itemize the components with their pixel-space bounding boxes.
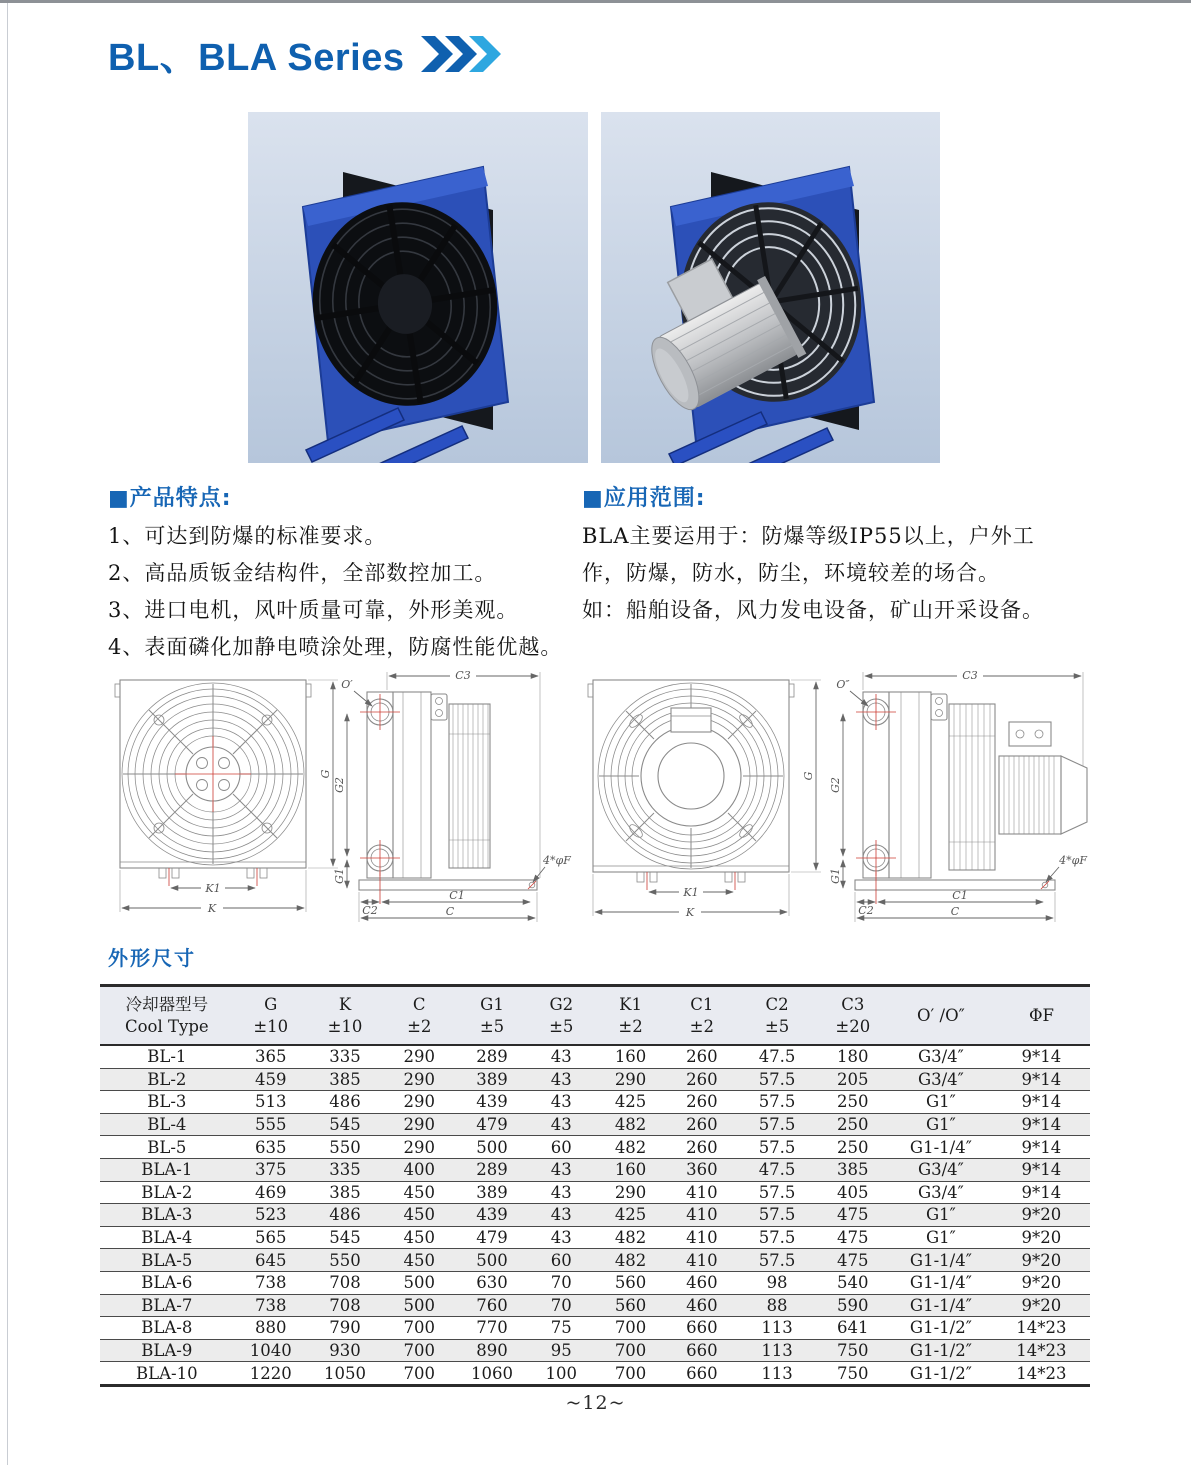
value-cell: 450 (382, 1181, 456, 1204)
table-row (100, 1113, 1090, 1136)
table-body (100, 1045, 1090, 1385)
value-cell: 500 (456, 1136, 527, 1159)
value-cell: 555 (234, 1113, 308, 1136)
value-cell: 890 (456, 1339, 527, 1362)
value-cell: 47.5 (737, 1158, 816, 1181)
value-cell: G3/4″ (889, 1045, 993, 1068)
table-row (100, 1294, 1090, 1317)
table-row (100, 1249, 1090, 1272)
model-cell: BL-5 (100, 1136, 234, 1159)
column-header: G2 ±5 (528, 986, 595, 1046)
application-list-line: 如：船舶设备，风力发电设备，矿山开采设备。 (582, 598, 1044, 622)
value-cell: 450 (382, 1249, 456, 1272)
model-cell: BLA-2 (100, 1181, 234, 1204)
value-cell: 479 (456, 1226, 527, 1249)
value-cell: G1″ (889, 1091, 993, 1114)
value-cell: 708 (308, 1294, 382, 1317)
value-cell: 540 (817, 1271, 889, 1294)
value-cell: 459 (234, 1068, 308, 1091)
svg-text:K: K (207, 902, 217, 915)
dimensions-table (100, 984, 1090, 1387)
value-cell: 708 (308, 1271, 382, 1294)
value-cell: 290 (595, 1181, 666, 1204)
value-cell: 57.5 (737, 1068, 816, 1091)
value-cell: 98 (737, 1271, 816, 1294)
bla-dimension-drawing (575, 664, 1090, 936)
value-cell: 57.5 (737, 1249, 816, 1272)
value-cell: 630 (456, 1271, 527, 1294)
value-cell: 641 (817, 1317, 889, 1340)
title-row (108, 26, 503, 81)
value-cell: 43 (528, 1158, 595, 1181)
motor-face (641, 726, 741, 826)
value-cell: 486 (308, 1091, 382, 1114)
value-cell: 43 (528, 1045, 595, 1068)
value-cell: 560 (595, 1271, 666, 1294)
value-cell: 738 (234, 1294, 308, 1317)
column-header: K1 ±2 (595, 986, 666, 1046)
value-cell: 14*23 (993, 1339, 1090, 1362)
value-cell: 113 (737, 1362, 816, 1386)
value-cell: 9*20 (993, 1226, 1090, 1249)
application-list-line: 作，防爆，防水，防尘，环境较差的场合。 (582, 561, 1000, 585)
value-cell: 289 (456, 1158, 527, 1181)
value-cell: 9*20 (993, 1204, 1090, 1227)
value-cell: G1-1/2″ (889, 1317, 993, 1340)
value-cell: 1220 (234, 1362, 308, 1386)
value-cell: 9*14 (993, 1158, 1090, 1181)
value-cell: 460 (666, 1294, 737, 1317)
value-cell: 95 (528, 1339, 595, 1362)
value-cell: 700 (382, 1362, 456, 1386)
value-cell: 100 (528, 1362, 595, 1386)
application-list-line: BLA主要运用于：防爆等级IP55以上，户外工 (582, 524, 1035, 548)
column-header: C1 ±2 (666, 986, 737, 1046)
value-cell: G1-1/2″ (889, 1362, 993, 1386)
value-cell: 660 (666, 1317, 737, 1340)
table-row (100, 1226, 1090, 1249)
table-row (100, 1271, 1090, 1294)
value-cell: 385 (308, 1181, 382, 1204)
svg-text:C2: C2 (858, 904, 874, 917)
value-cell: 450 (382, 1204, 456, 1227)
model-cell: BLA-9 (100, 1339, 234, 1362)
value-cell: 385 (308, 1068, 382, 1091)
value-cell: 290 (595, 1068, 666, 1091)
svg-text:K1: K1 (205, 882, 221, 895)
value-cell: 660 (666, 1339, 737, 1362)
value-cell: 500 (382, 1294, 456, 1317)
value-cell: 1040 (234, 1339, 308, 1362)
value-cell: 760 (456, 1294, 527, 1317)
value-cell: 205 (817, 1068, 889, 1091)
value-cell: 439 (456, 1091, 527, 1114)
value-cell: 57.5 (737, 1204, 816, 1227)
svg-text:O′: O′ (341, 678, 353, 691)
model-cell: BLA-7 (100, 1294, 234, 1317)
value-cell: 360 (666, 1158, 737, 1181)
value-cell: 9*20 (993, 1249, 1090, 1272)
model-cell: BLA-6 (100, 1271, 234, 1294)
value-cell: 260 (666, 1045, 737, 1068)
value-cell: 290 (382, 1136, 456, 1159)
value-cell: 9*14 (993, 1045, 1090, 1068)
value-cell: 9*14 (993, 1181, 1090, 1204)
features-heading: ■产品特点: (108, 486, 232, 511)
value-cell: 113 (737, 1317, 816, 1340)
table-row (100, 1339, 1090, 1362)
value-cell: 405 (817, 1181, 889, 1204)
svg-text:G2: G2 (333, 777, 346, 793)
svg-text:K: K (685, 906, 695, 919)
value-cell: 290 (382, 1045, 456, 1068)
column-header: O′ /O″ (889, 986, 993, 1046)
table-row (100, 1068, 1090, 1091)
column-header: G1 ±5 (456, 986, 527, 1046)
value-cell: 260 (666, 1068, 737, 1091)
table-row (100, 1045, 1090, 1068)
model-cell: BLA-5 (100, 1249, 234, 1272)
value-cell: 482 (595, 1136, 666, 1159)
svg-text:C3: C3 (455, 669, 471, 682)
page-title: BL、BLA Series (108, 37, 405, 79)
column-header: K ±10 (308, 986, 382, 1046)
value-cell: 425 (595, 1204, 666, 1227)
value-cell: G1″ (889, 1204, 993, 1227)
value-cell: 43 (528, 1091, 595, 1114)
model-cell: BLA-3 (100, 1204, 234, 1227)
page-number: ~12~ (565, 1392, 626, 1414)
value-cell: 43 (528, 1204, 595, 1227)
table-row (100, 1091, 1090, 1114)
value-cell: 475 (817, 1204, 889, 1227)
value-cell: 770 (456, 1317, 527, 1340)
value-cell: 160 (595, 1045, 666, 1068)
value-cell: 180 (817, 1045, 889, 1068)
value-cell: 475 (817, 1249, 889, 1272)
value-cell: 290 (382, 1068, 456, 1091)
value-cell: 43 (528, 1226, 595, 1249)
value-cell: 400 (382, 1158, 456, 1181)
value-cell: 545 (308, 1226, 382, 1249)
value-cell: 88 (737, 1294, 816, 1317)
value-cell: 450 (382, 1226, 456, 1249)
feature-list-line: 4、表面磷化加静电喷涂处理，防腐性能优越。 (108, 635, 563, 659)
svg-text:K1: K1 (683, 886, 699, 899)
value-cell: 60 (528, 1249, 595, 1272)
value-cell: 250 (817, 1113, 889, 1136)
dimensions-table-wrap (100, 984, 1090, 1387)
value-cell: 70 (528, 1271, 595, 1294)
svg-text:4*φF: 4*φF (543, 854, 571, 867)
value-cell: G3/4″ (889, 1158, 993, 1181)
value-cell: 482 (595, 1113, 666, 1136)
value-cell: 57.5 (737, 1113, 816, 1136)
value-cell: 289 (456, 1045, 527, 1068)
value-cell: 545 (308, 1113, 382, 1136)
value-cell: 482 (595, 1249, 666, 1272)
value-cell: 410 (666, 1226, 737, 1249)
value-cell: 9*14 (993, 1068, 1090, 1091)
value-cell: 700 (595, 1339, 666, 1362)
value-cell: 335 (308, 1158, 382, 1181)
value-cell: 700 (595, 1317, 666, 1340)
value-cell: 482 (595, 1226, 666, 1249)
model-cell: BLA-8 (100, 1317, 234, 1340)
value-cell: 57.5 (737, 1181, 816, 1204)
value-cell: 9*14 (993, 1136, 1090, 1159)
feature-list-line: 2、高品质钣金结构件，全部数控加工。 (108, 561, 497, 585)
value-cell: 475 (817, 1226, 889, 1249)
value-cell: 1050 (308, 1362, 382, 1386)
value-cell: 290 (382, 1091, 456, 1114)
value-cell: 57.5 (737, 1091, 816, 1114)
table-row (100, 1204, 1090, 1227)
value-cell: 57.5 (737, 1136, 816, 1159)
svg-text:4*φF: 4*φF (1059, 854, 1087, 867)
svg-text:C2: C2 (362, 904, 378, 917)
table-row (100, 1158, 1090, 1181)
svg-text:C1: C1 (449, 889, 465, 902)
column-header: C2 ±5 (737, 986, 816, 1046)
value-cell: 750 (817, 1339, 889, 1362)
value-cell: 14*23 (993, 1362, 1090, 1386)
value-cell: 260 (666, 1113, 737, 1136)
value-cell: G3/4″ (889, 1181, 993, 1204)
value-cell: 9*20 (993, 1294, 1090, 1317)
value-cell: 9*14 (993, 1113, 1090, 1136)
column-header: G ±10 (234, 986, 308, 1046)
value-cell: 43 (528, 1068, 595, 1091)
svg-text:G: G (802, 771, 815, 781)
value-cell: G1-1/4″ (889, 1271, 993, 1294)
value-cell: 550 (308, 1249, 382, 1272)
value-cell: 9*14 (993, 1091, 1090, 1114)
value-cell: G1-1/4″ (889, 1136, 993, 1159)
value-cell: 410 (666, 1249, 737, 1272)
product-photo-bla (601, 112, 940, 463)
feature-list-line: 3、进口电机，风叶质量可靠，外形美观。 (108, 598, 519, 622)
value-cell: 700 (595, 1362, 666, 1386)
svg-text:G1: G1 (829, 868, 842, 884)
value-cell: G1″ (889, 1113, 993, 1136)
bl-dimension-drawing (95, 664, 585, 936)
svg-text:G: G (319, 769, 332, 779)
page-edge-top (0, 0, 1191, 3)
model-cell: BLA-4 (100, 1226, 234, 1249)
value-cell: 389 (456, 1068, 527, 1091)
value-cell: 335 (308, 1045, 382, 1068)
model-cell: BL-3 (100, 1091, 234, 1114)
value-cell: 500 (456, 1249, 527, 1272)
value-cell: 590 (817, 1294, 889, 1317)
value-cell: 75 (528, 1317, 595, 1340)
value-cell: 750 (817, 1362, 889, 1386)
model-cell: BL-1 (100, 1045, 234, 1068)
value-cell: 389 (456, 1181, 527, 1204)
value-cell: 260 (666, 1091, 737, 1114)
value-cell: 385 (817, 1158, 889, 1181)
value-cell: 425 (595, 1091, 666, 1114)
value-cell: 1060 (456, 1362, 527, 1386)
column-header: C3 ±20 (817, 986, 889, 1046)
value-cell: 250 (817, 1136, 889, 1159)
value-cell: 523 (234, 1204, 308, 1227)
value-cell: 410 (666, 1181, 737, 1204)
value-cell: 113 (737, 1339, 816, 1362)
value-cell: 565 (234, 1226, 308, 1249)
value-cell: 43 (528, 1181, 595, 1204)
value-cell: G1-1/4″ (889, 1294, 993, 1317)
value-cell: 14*23 (993, 1317, 1090, 1340)
model-cell: BLA-1 (100, 1158, 234, 1181)
svg-text:C: C (445, 905, 455, 918)
value-cell: 790 (308, 1317, 382, 1340)
value-cell: 700 (382, 1317, 456, 1340)
svg-text:C3: C3 (962, 669, 978, 682)
features-block (108, 484, 573, 666)
value-cell: 250 (817, 1091, 889, 1114)
table-row (100, 1362, 1090, 1386)
value-cell: 375 (234, 1158, 308, 1181)
value-cell: 500 (382, 1271, 456, 1294)
svg-text:G1: G1 (333, 868, 346, 884)
application-list (582, 518, 1087, 629)
dimension-labels (204, 669, 571, 918)
applications-heading: ■应用范围: (582, 486, 706, 511)
value-cell: 635 (234, 1136, 308, 1159)
value-cell: 660 (666, 1362, 737, 1386)
value-cell: G1-1/2″ (889, 1339, 993, 1362)
model-cell: BL-4 (100, 1113, 234, 1136)
value-cell: 439 (456, 1204, 527, 1227)
svg-text:O″: O″ (836, 678, 850, 691)
value-cell: 479 (456, 1113, 527, 1136)
model-cell: BL-2 (100, 1068, 234, 1091)
value-cell: 486 (308, 1204, 382, 1227)
table-header-row (100, 986, 1090, 1046)
value-cell: G1″ (889, 1226, 993, 1249)
value-cell: 560 (595, 1294, 666, 1317)
value-cell: 57.5 (737, 1226, 816, 1249)
value-cell: 469 (234, 1181, 308, 1204)
value-cell: 550 (308, 1136, 382, 1159)
column-header: ΦF (993, 986, 1090, 1046)
feature-list (108, 518, 573, 666)
value-cell: 880 (234, 1317, 308, 1340)
value-cell: 260 (666, 1136, 737, 1159)
table-row (100, 1181, 1090, 1204)
value-cell: 60 (528, 1136, 595, 1159)
value-cell: 645 (234, 1249, 308, 1272)
value-cell: 9*20 (993, 1271, 1090, 1294)
value-cell: 70 (528, 1294, 595, 1317)
value-cell: 410 (666, 1204, 737, 1227)
applications-block (582, 484, 1087, 629)
svg-text:C1: C1 (952, 889, 968, 902)
value-cell: 930 (308, 1339, 382, 1362)
value-cell: G1-1/4″ (889, 1249, 993, 1272)
svg-text:C: C (950, 905, 960, 918)
page-edge-left (7, 3, 8, 1465)
feature-list-line: 1、可达到防爆的标准要求。 (108, 524, 387, 548)
value-cell: 160 (595, 1158, 666, 1181)
triple-chevron-icon (419, 36, 503, 72)
svg-text:G2: G2 (829, 777, 842, 793)
value-cell: 47.5 (737, 1045, 816, 1068)
table-row (100, 1136, 1090, 1159)
column-header: 冷却器型号 Cool Type (100, 986, 234, 1046)
value-cell: 290 (382, 1113, 456, 1136)
value-cell: 460 (666, 1271, 737, 1294)
product-photo-bl (248, 112, 588, 463)
column-header: C ±2 (382, 986, 456, 1046)
value-cell: G3/4″ (889, 1068, 993, 1091)
dimensions-section-heading: 外形尺寸 (108, 946, 196, 970)
value-cell: 700 (382, 1339, 456, 1362)
value-cell: 513 (234, 1091, 308, 1114)
value-cell: 43 (528, 1113, 595, 1136)
value-cell: 738 (234, 1271, 308, 1294)
model-cell: BLA-10 (100, 1362, 234, 1386)
table-row (100, 1317, 1090, 1340)
value-cell: 365 (234, 1045, 308, 1068)
